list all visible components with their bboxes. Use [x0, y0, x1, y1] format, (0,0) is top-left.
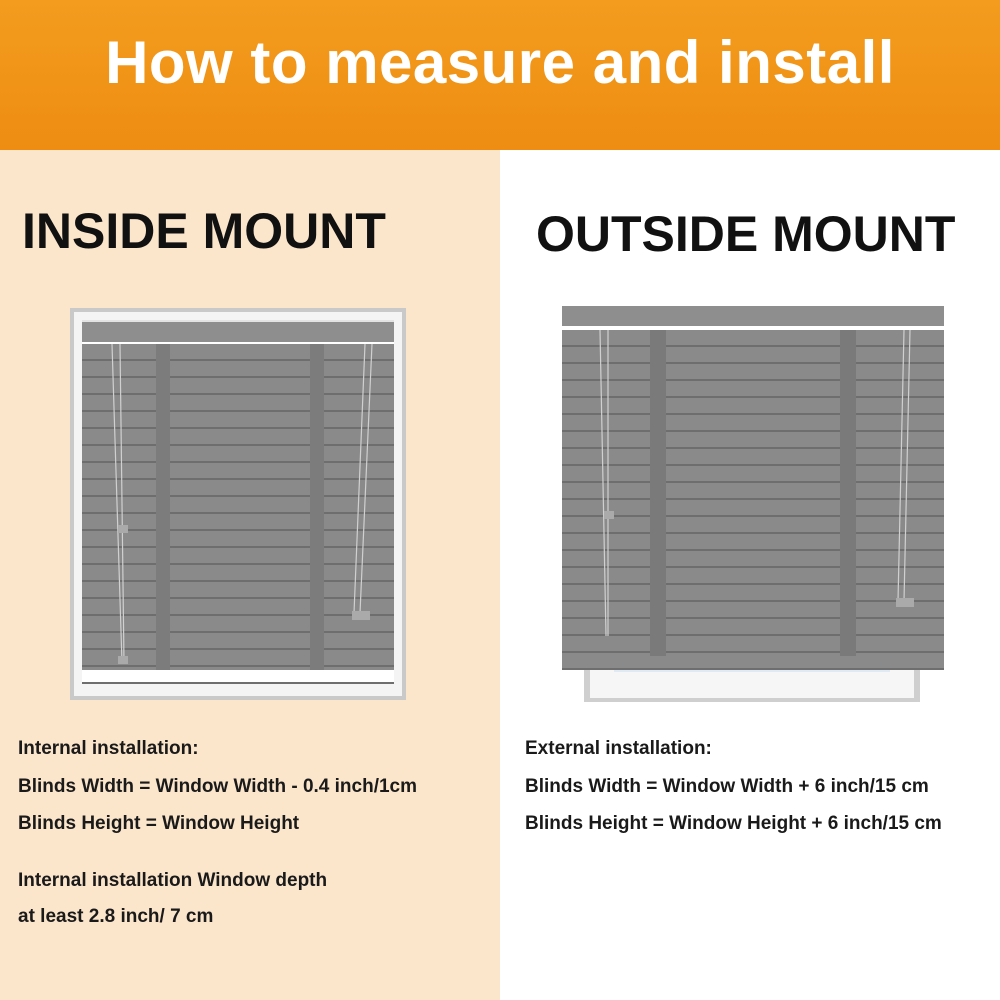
blind-slat-edge — [562, 549, 944, 551]
blind-slat-edge — [82, 512, 394, 514]
outside-blind-slats — [562, 330, 944, 670]
inside-note-depth: Internal installation Window depth — [18, 870, 328, 891]
blind-slat — [562, 517, 944, 532]
outside-note-height: Blinds Height = Window Height + 6 inch/15 cm — [525, 813, 942, 834]
blind-slat-edge — [82, 614, 394, 616]
blind-slat — [562, 415, 944, 430]
blind-slat-edge — [562, 430, 944, 432]
blind-slat-edge — [82, 682, 394, 684]
blind-slat — [562, 330, 944, 345]
blind-slat-edge — [562, 668, 944, 670]
blind-slat-edge — [82, 529, 394, 531]
blind-slat — [562, 585, 944, 600]
blind-slat — [82, 395, 394, 410]
blind-slat-edge — [82, 444, 394, 446]
blind-slat — [82, 650, 394, 665]
blind-slat-edge — [82, 461, 394, 463]
blind-slat-edge — [562, 600, 944, 602]
blind-slat — [82, 378, 394, 393]
outside-mount-blinds-illustration — [562, 306, 944, 702]
blind-slat — [82, 514, 394, 529]
outside-mount-heading: OUTSIDE MOUNT — [536, 206, 956, 262]
inside-note-height: Blinds Height = Window Height — [18, 813, 300, 834]
blind-slat — [562, 653, 944, 668]
page-title: How to measure and install — [105, 29, 895, 96]
blind-slat-edge — [82, 410, 394, 412]
blind-slat-edge — [562, 651, 944, 653]
blind-slat-edge — [562, 362, 944, 364]
blind-slat-edge — [562, 481, 944, 483]
blind-slat — [562, 449, 944, 464]
blind-slat-edge — [82, 580, 394, 582]
blind-slat — [562, 347, 944, 362]
title-banner — [0, 0, 1000, 150]
blind-slat — [82, 463, 394, 478]
inside-mount-blinds-illustration — [70, 308, 406, 700]
blind-slat-edge — [82, 665, 394, 667]
blind-slat-edge — [562, 498, 944, 500]
blind-slat-edge — [82, 648, 394, 650]
blind-slat-edge — [562, 379, 944, 381]
blind-slat — [562, 534, 944, 549]
blind-slat — [562, 568, 944, 583]
blind-slat — [82, 344, 394, 359]
blind-slat-edge — [82, 495, 394, 497]
blind-slat — [82, 412, 394, 427]
blind-slat — [82, 446, 394, 461]
blind-slat — [562, 466, 944, 481]
blind-slat-edge — [562, 413, 944, 415]
blind-slat — [82, 548, 394, 563]
inside-note-title: Internal installation: — [18, 738, 199, 759]
blind-slat-edge — [82, 359, 394, 361]
blind-slat-edge — [562, 464, 944, 466]
blind-slat — [82, 582, 394, 597]
blind-slat-edge — [82, 376, 394, 378]
blind-slat — [562, 500, 944, 515]
blind-slat — [82, 480, 394, 495]
blind-slat-edge — [562, 515, 944, 517]
blind-slat — [562, 619, 944, 634]
blind-slat — [562, 636, 944, 651]
blind-slat-edge — [82, 546, 394, 548]
blind-slat-edge — [82, 478, 394, 480]
inside-note-depth-value: at least 2.8 inch/ 7 cm — [18, 906, 214, 927]
blind-slat-edge — [562, 566, 944, 568]
blind-slat — [82, 616, 394, 631]
blind-slat — [562, 602, 944, 617]
blind-slat-edge — [562, 447, 944, 449]
blind-slat — [562, 364, 944, 379]
inside-blind-slats — [82, 344, 394, 684]
blind-slat-edge — [562, 532, 944, 534]
blind-slat — [82, 599, 394, 614]
blind-slat — [562, 551, 944, 566]
blind-slat-edge — [82, 631, 394, 633]
inside-note-width: Blinds Width = Window Width - 0.4 inch/1cm — [18, 776, 418, 797]
blind-slat-edge — [562, 396, 944, 398]
blind-slat — [82, 531, 394, 546]
blind-slat-edge — [562, 617, 944, 619]
blind-slat-edge — [562, 345, 944, 347]
blind-slat-edge — [82, 597, 394, 599]
blind-slat — [82, 497, 394, 512]
blind-slat-edge — [562, 634, 944, 636]
blind-slat — [562, 432, 944, 447]
blind-slat — [82, 565, 394, 580]
blind-slat — [82, 429, 394, 444]
outside-note-title: External installation: — [525, 738, 712, 759]
blind-slat — [82, 633, 394, 648]
blind-slat-edge — [562, 583, 944, 585]
inside-mount-heading: INSIDE MOUNT — [22, 203, 386, 259]
blind-slat — [562, 483, 944, 498]
blind-slat-edge — [82, 427, 394, 429]
blind-slat — [562, 398, 944, 413]
blind-slat — [562, 381, 944, 396]
blind-slat — [82, 361, 394, 376]
blind-slat-edge — [82, 393, 394, 395]
blind-slat-edge — [82, 563, 394, 565]
outside-note-width: Blinds Width = Window Width + 6 inch/15 cm — [525, 776, 929, 797]
